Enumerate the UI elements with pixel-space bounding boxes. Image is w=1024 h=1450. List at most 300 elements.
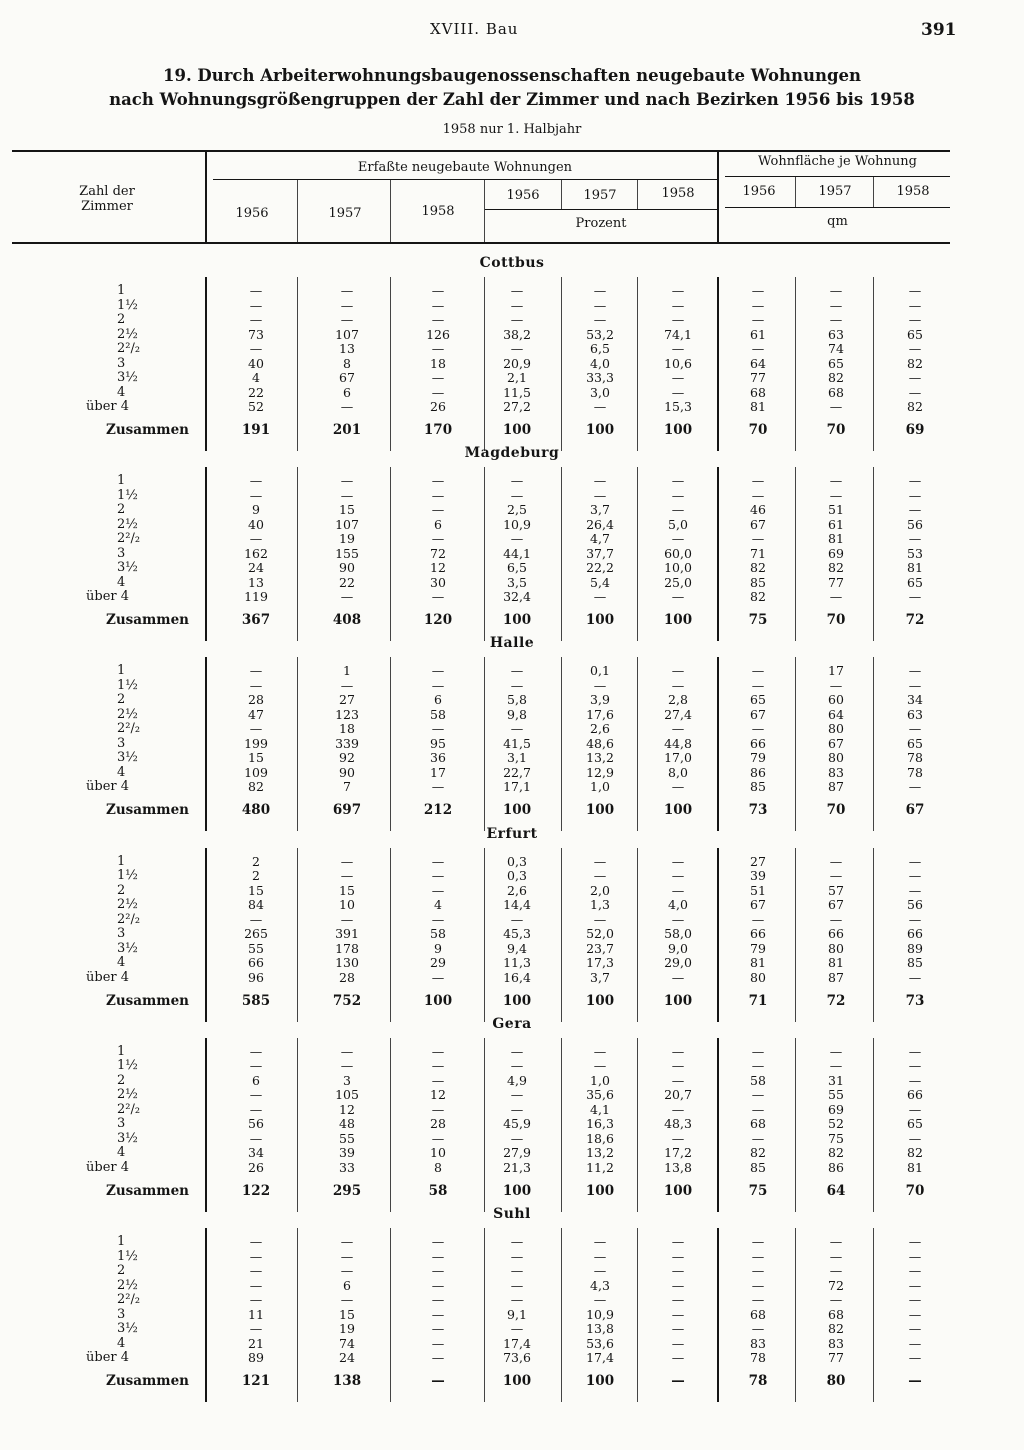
cell: 14,4 [503, 897, 531, 913]
cell: — [249, 721, 263, 737]
table-row [0, 971, 1024, 985]
cell: — [751, 487, 765, 503]
cell: — [751, 721, 765, 737]
total-cell: 100 [585, 992, 615, 1009]
cell: 9,1 [507, 1306, 527, 1322]
cell: 78 [907, 750, 923, 766]
cell: 52 [248, 399, 264, 414]
cell: — [431, 1335, 445, 1351]
cell: 68 [750, 384, 766, 400]
row-label: 3½ [117, 370, 138, 385]
cell: 6,5 [590, 341, 610, 356]
cell: 12,9 [586, 764, 614, 780]
cell: 4 [252, 370, 260, 385]
cell: — [431, 882, 445, 898]
cell: — [751, 1321, 765, 1336]
cell: 78 [907, 764, 923, 780]
total-cell: 80 [826, 1373, 846, 1389]
table-row [0, 518, 1024, 532]
col-1956-pct: 1956 [506, 188, 540, 203]
cell: 11 [248, 1306, 264, 1322]
cell: — [908, 1263, 922, 1278]
cell: — [908, 1130, 922, 1146]
cell: — [249, 1277, 263, 1293]
cell: — [671, 1072, 685, 1088]
cell: — [431, 283, 445, 298]
cell: 2,8 [668, 692, 688, 708]
cell: — [340, 677, 354, 693]
cell: 39 [339, 1145, 355, 1161]
cell: 9,8 [507, 706, 527, 722]
cell: 15 [339, 1306, 355, 1322]
total-cell: 100 [502, 1373, 532, 1389]
total-label: Zusammen [106, 802, 189, 819]
cell: — [751, 473, 765, 489]
cell: — [249, 1248, 263, 1264]
cell: — [340, 473, 354, 489]
cell: — [510, 721, 524, 737]
cell: 66 [750, 926, 766, 942]
cell: 126 [426, 326, 450, 342]
row-label: 1 [117, 283, 126, 298]
row-label: 4 [117, 1335, 126, 1351]
cell: — [249, 1101, 263, 1117]
cell: 178 [335, 940, 359, 956]
table-row [0, 503, 1024, 517]
total-cell: 64 [826, 1182, 846, 1199]
cell: 95 [430, 735, 446, 751]
cell: — [671, 487, 685, 503]
cell: — [593, 1043, 607, 1059]
cell: 6,5 [507, 560, 527, 576]
col-1958-pct: 1958 [661, 186, 695, 201]
cell: — [908, 1350, 922, 1365]
cell: 60,0 [664, 545, 692, 561]
row-label: über 4 [86, 779, 130, 795]
total-cell: 408 [332, 612, 362, 629]
cell: 26 [248, 1159, 264, 1175]
cell: 81 [828, 531, 844, 547]
cell: 19 [339, 531, 355, 547]
cell: 56 [248, 1116, 264, 1132]
cell: — [908, 1101, 922, 1117]
cell: — [431, 1101, 445, 1117]
cell: — [249, 677, 263, 693]
cell: 6 [434, 692, 442, 708]
row-label: 1½ [117, 1248, 138, 1264]
row-label: 2²/₂ [117, 341, 141, 356]
cell: — [751, 1043, 765, 1059]
table-row [0, 1074, 1024, 1088]
cell: — [751, 1130, 765, 1146]
row-label: 1½ [117, 487, 138, 503]
cell: — [908, 868, 922, 884]
cell: — [829, 1043, 843, 1059]
cell: 81 [750, 399, 766, 414]
table-row [0, 474, 1024, 488]
total-cell: 100 [423, 992, 453, 1009]
table-row [0, 693, 1024, 707]
cell: 119 [244, 589, 268, 605]
total-cell: 70 [826, 612, 846, 629]
cell: 77 [750, 370, 766, 385]
table-row [0, 1235, 1024, 1249]
row-label: 3½ [117, 940, 138, 956]
cell: 2,6 [590, 721, 610, 737]
cell: — [751, 312, 765, 327]
cell: 34 [248, 1145, 264, 1161]
cell: — [340, 283, 354, 298]
cell: — [593, 1234, 607, 1249]
cell: 51 [750, 882, 766, 898]
cell: — [751, 1234, 765, 1249]
cell: 17,2 [664, 1145, 692, 1161]
cell: 41,5 [503, 735, 531, 751]
cell: 17,4 [586, 1350, 614, 1365]
cell: — [671, 312, 685, 327]
cell: 10,9 [503, 516, 531, 532]
total-cell: 78 [748, 1373, 768, 1389]
cell: 107 [335, 326, 359, 342]
cell: — [671, 1248, 685, 1264]
cell: 16,3 [586, 1116, 614, 1132]
table-row [0, 1045, 1024, 1059]
row-label: 3½ [117, 1130, 138, 1146]
table-row [0, 576, 1024, 590]
cell: — [829, 1263, 843, 1278]
cell: — [510, 1130, 524, 1146]
row-label: 1 [117, 1043, 126, 1059]
cell: 19 [339, 1321, 355, 1336]
cell: 15 [339, 502, 355, 518]
cell: 82 [828, 370, 844, 385]
cell: 53,2 [586, 326, 614, 342]
cell: 27 [339, 692, 355, 708]
cell: 0,1 [590, 663, 610, 679]
cell: — [510, 1277, 524, 1293]
cell: 8,0 [668, 764, 688, 780]
cell: — [908, 1277, 922, 1293]
cell: — [671, 473, 685, 489]
cell: — [431, 779, 445, 795]
cell: 66 [907, 1087, 923, 1103]
cell: 2,6 [507, 882, 527, 898]
table-row [0, 386, 1024, 400]
total-cell: 73 [748, 802, 768, 819]
running-header-section: XVIII. Bau [430, 20, 519, 38]
table-row [0, 679, 1024, 693]
cell: 18 [430, 355, 446, 371]
total-cell: 295 [332, 1182, 362, 1199]
cell: — [671, 370, 685, 385]
total-cell: 480 [241, 802, 271, 819]
cell: — [908, 370, 922, 385]
cell: 11,2 [586, 1159, 614, 1175]
cell: 77 [828, 574, 844, 590]
cell: 34 [907, 692, 923, 708]
row-label: 2 [117, 692, 126, 708]
table-row [0, 547, 1024, 561]
cell: — [431, 721, 445, 737]
cell: 10,0 [664, 560, 692, 576]
cell: 11,3 [503, 955, 531, 971]
cell: 1 [343, 663, 351, 679]
cell: 17,1 [503, 779, 531, 795]
cell: 67 [828, 735, 844, 751]
cell: — [593, 677, 607, 693]
cell: 9 [252, 502, 260, 518]
cell: — [671, 1335, 685, 1351]
cell: — [249, 312, 263, 327]
row-label: 4 [117, 955, 126, 971]
cell: — [431, 1248, 445, 1264]
row-label: 1 [117, 663, 126, 679]
cell: 63 [828, 326, 844, 342]
cell: — [593, 1292, 607, 1307]
total-cell: 367 [241, 612, 271, 629]
cell: 55 [828, 1087, 844, 1103]
cell: — [431, 1277, 445, 1293]
table-row [0, 1117, 1024, 1131]
total-row [0, 803, 1024, 817]
cell: 27 [750, 853, 766, 869]
table-row [0, 722, 1024, 736]
row-label: 2²/₂ [117, 721, 141, 737]
cell: — [431, 341, 445, 356]
cell: — [431, 502, 445, 518]
cell: 68 [828, 1306, 844, 1322]
cell: 32,4 [503, 589, 531, 605]
cell: — [593, 283, 607, 298]
row-label: 2½ [117, 1277, 138, 1293]
total-cell: 100 [585, 1182, 615, 1199]
cell: 6 [252, 1072, 260, 1088]
cell: 81 [907, 560, 923, 576]
cell: 89 [907, 940, 923, 956]
cell: — [908, 341, 922, 356]
cell: 13,2 [586, 1145, 614, 1161]
cell: 44,1 [503, 545, 531, 561]
cell: 77 [828, 1350, 844, 1365]
cell: — [340, 1043, 354, 1059]
table-row [0, 489, 1024, 503]
table-row [0, 956, 1024, 970]
cell: — [908, 1043, 922, 1059]
cell: — [671, 1321, 685, 1336]
cell: 40 [248, 516, 264, 532]
cell: 22,2 [586, 560, 614, 576]
cell: 339 [335, 735, 359, 751]
cell: 83 [828, 1335, 844, 1351]
cell: — [431, 1350, 445, 1365]
cell: 82 [907, 1145, 923, 1161]
row-label: 1½ [117, 297, 138, 313]
cell: — [908, 531, 922, 547]
row-label: über 4 [86, 589, 130, 605]
cell: — [908, 663, 922, 679]
cell: — [340, 1292, 354, 1307]
cell: 84 [248, 897, 264, 913]
cell: 74,1 [664, 326, 692, 342]
cell: — [249, 1087, 263, 1103]
total-cell: 70 [905, 1182, 925, 1199]
cell: 10 [339, 897, 355, 913]
cell: — [671, 721, 685, 737]
cell: 15 [339, 882, 355, 898]
cell: — [431, 911, 445, 927]
cell: 90 [339, 560, 355, 576]
cell: 3,1 [507, 750, 527, 766]
cell: — [908, 911, 922, 927]
row-label: 1½ [117, 677, 138, 693]
cell: — [671, 779, 685, 795]
cell: 82 [248, 779, 264, 795]
cell: — [431, 487, 445, 503]
cell: 64 [750, 355, 766, 371]
table-row [0, 1264, 1024, 1278]
cell: — [249, 1058, 263, 1074]
cell: — [431, 677, 445, 693]
cell: — [908, 882, 922, 898]
cell: 10 [430, 1145, 446, 1161]
row-label: 2 [117, 1072, 126, 1088]
cell: — [510, 1043, 524, 1059]
total-cell: 122 [241, 1182, 271, 1199]
row-label: 2½ [117, 897, 138, 913]
cell: 68 [828, 384, 844, 400]
cell: 82 [750, 1145, 766, 1161]
total-cell: 58 [428, 1182, 448, 1199]
cell: — [671, 1101, 685, 1117]
cell: — [671, 969, 685, 985]
row-label: 3½ [117, 1321, 138, 1336]
cell: — [593, 312, 607, 327]
cell: 123 [335, 706, 359, 722]
total-cell: 697 [332, 802, 362, 819]
cell: — [671, 911, 685, 927]
cell: — [431, 969, 445, 985]
cell: — [340, 1234, 354, 1249]
cell: — [751, 1101, 765, 1117]
cell: 15 [248, 750, 264, 766]
cell: 8 [343, 355, 351, 371]
cell: — [431, 370, 445, 385]
cell: — [908, 297, 922, 313]
cell: — [249, 283, 263, 298]
cell: 87 [828, 779, 844, 795]
cell: 52 [828, 1116, 844, 1132]
cell: 155 [335, 545, 359, 561]
row-label: 4 [117, 384, 126, 400]
total-cell: 100 [585, 612, 615, 629]
cell: 17 [430, 764, 446, 780]
region-heading: Suhl [493, 1206, 531, 1222]
table-row [0, 328, 1024, 342]
cell: 12 [339, 1101, 355, 1117]
region-heading: Magdeburg [464, 445, 560, 462]
total-cell: 100 [502, 1182, 532, 1199]
cell: — [908, 1292, 922, 1307]
row-label: 3 [117, 355, 126, 371]
cell: 12 [430, 560, 446, 576]
row-label: 2 [117, 1263, 126, 1278]
cell: — [671, 1350, 685, 1365]
cell: — [249, 1043, 263, 1059]
cell: 15 [248, 882, 264, 898]
cell: — [829, 473, 843, 489]
total-cell: 69 [905, 422, 925, 438]
cell: 13,8 [664, 1159, 692, 1175]
cell: 83 [750, 1335, 766, 1351]
cell: — [671, 1277, 685, 1293]
cell: 67 [828, 897, 844, 913]
cell: 74 [339, 1335, 355, 1351]
cell: 53,6 [586, 1335, 614, 1351]
table-row [0, 708, 1024, 722]
cell: 79 [750, 940, 766, 956]
total-cell: — [908, 1373, 922, 1389]
table-row [0, 1059, 1024, 1073]
cell: 29,0 [664, 955, 692, 971]
cell: 21,3 [503, 1159, 531, 1175]
total-row [0, 994, 1024, 1008]
cell: 48,6 [586, 735, 614, 751]
table-row [0, 1337, 1024, 1351]
cell: — [249, 1130, 263, 1146]
cell: — [829, 1248, 843, 1264]
cell: 61 [828, 516, 844, 532]
cell: 17,3 [586, 955, 614, 971]
cell: — [431, 853, 445, 869]
cell: 5,8 [507, 692, 527, 708]
cell: — [671, 1043, 685, 1059]
cell: — [829, 399, 843, 414]
total-cell: 73 [905, 992, 925, 1009]
cell: — [340, 1263, 354, 1278]
cell: 56 [907, 516, 923, 532]
row-label: 4 [117, 764, 126, 780]
total-cell: — [431, 1373, 445, 1389]
table-row [0, 590, 1024, 604]
cell: 130 [335, 955, 359, 971]
cell: — [829, 853, 843, 869]
row-label: 1 [117, 1234, 126, 1249]
cell: 81 [828, 955, 844, 971]
cell: — [908, 1321, 922, 1336]
cell: — [510, 1263, 524, 1278]
cell: 5,4 [590, 574, 610, 590]
total-label: Zusammen [106, 612, 189, 629]
cell: 55 [339, 1130, 355, 1146]
cell: — [829, 297, 843, 313]
cell: 65 [907, 1116, 923, 1132]
table-row [0, 357, 1024, 371]
cell: 82 [828, 560, 844, 576]
col-1958-qm: 1958 [896, 184, 930, 199]
cell: 38,2 [503, 326, 531, 342]
cell: — [249, 1321, 263, 1336]
cell: 80 [828, 940, 844, 956]
cell: 75 [828, 1130, 844, 1146]
table-row [0, 1132, 1024, 1146]
row-label: über 4 [86, 1350, 130, 1365]
cell: 20,7 [664, 1087, 692, 1103]
col-1956-count: 1956 [235, 206, 269, 221]
table-row [0, 1103, 1024, 1117]
cell: — [431, 384, 445, 400]
cell: 57 [828, 882, 844, 898]
table-row [0, 751, 1024, 765]
